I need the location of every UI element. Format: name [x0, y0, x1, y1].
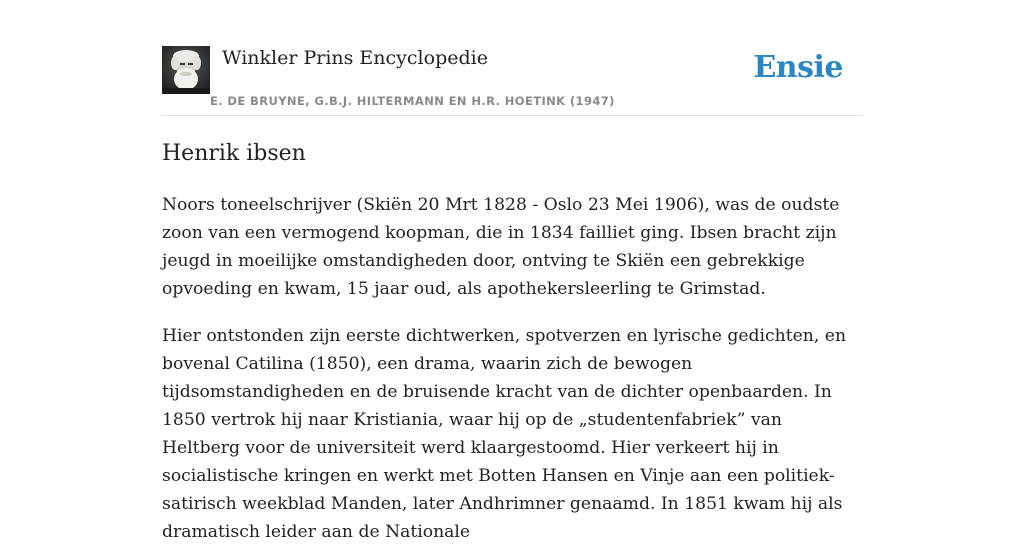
portrait-photo-icon [162, 46, 210, 94]
brand-logo[interactable]: Ensie [753, 50, 843, 85]
site-authors: E. DE BRUYNE, G.B.J. HILTERMANN EN H.R. HOETINK (1947) [210, 94, 615, 108]
site-header [162, 44, 862, 116]
article [162, 137, 862, 546]
article-paragraph: Hier ontstonden zijn eerste dichtwerken, spotverzen en lyrische gedichten, en bovenal Catilina (1850), een drama, waarin zich de bewogen tijdsomstandigheden en de bruisende kracht van de dichter openbaarden. In 1850 vertrok hij naar Kristiania, waar hij op de „studentenfabriek” van Heltberg voor de universiteit werd klaargestoomd. Hier verkeert hij in socialistische kringen en werkt met Botten Hansen en Vinje aan een politiek-satirisch weekblad Manden, later Andhrimner genaamd. In 1851 kwam hij als dramatisch leider aan de Nationale [162, 326, 847, 542]
avatar[interactable] [162, 46, 210, 94]
site-title[interactable]: Winkler Prins Encyclopedie [222, 47, 488, 69]
article-paragraph: Noors toneelschrijver (Skiën 20 Mrt 1828 - Oslo 23 Mei 1906), was de oudste zoon van een vermogend koopman, die in 1834 failliet ging. Ibsen bracht zijn jeugd in moeilijke omstandigheden door, ontving te Skiën een gebrekkige opvoeding en kwam, 15 jaar oud, als apothekersleerling te Grimstad. [162, 195, 840, 299]
article-title: Henrik ibsen [162, 141, 306, 166]
